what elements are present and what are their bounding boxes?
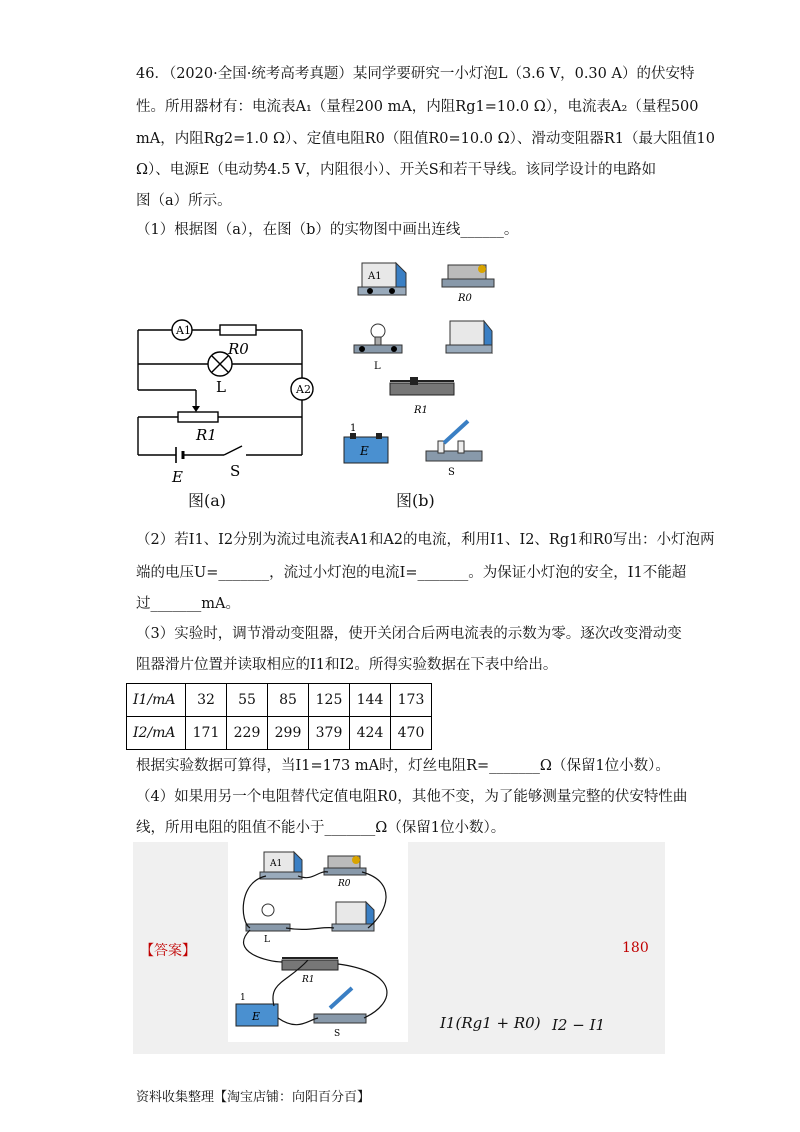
table-row — [127, 684, 432, 717]
ans-label-l: L — [264, 935, 270, 945]
ans-label-r1: R1 — [302, 975, 315, 985]
answer-wiring-figure — [228, 842, 408, 1042]
label-b-s: S — [448, 467, 455, 478]
part-3-line-2: 阻器滑片位置并读取相应的I1和I2。所得实验数据在下表中给出。 — [136, 657, 558, 673]
table-row — [127, 717, 432, 750]
table-cell: 173 — [391, 684, 432, 717]
table-cell: 85 — [268, 684, 309, 717]
ans-label-e: E — [252, 1010, 261, 1023]
part-2-line-2: 端的电压U=_______，流过小灯泡的电流I=_______。为保证小灯泡的安全，I1不能超 — [136, 565, 687, 581]
label-r0: R0 — [228, 340, 249, 358]
part-3-line-1: （3）实验时，调节滑动变阻器，使开关闭合后两电流表的示数为零。逐次改变滑动变 — [136, 626, 682, 642]
question-line-3: mA，内阻Rg2=1.0 Ω）、定值电阻R0（阻值R0=10.0 Ω）、滑动变阻器R1（最大阻值10 — [136, 131, 715, 147]
table-cell: 55 — [227, 684, 268, 717]
ans-label-a1: A1 — [270, 859, 283, 869]
rheostat-device — [390, 377, 454, 395]
label-b-r0: R0 — [458, 293, 472, 304]
label-b-l: L — [374, 361, 381, 372]
answer-ammeter-a2 — [332, 902, 374, 931]
label-r1: R1 — [196, 426, 217, 444]
question-number: 46． — [136, 66, 169, 82]
label-a2: A2 — [296, 383, 311, 396]
label-s: S — [230, 462, 241, 480]
question-source: （2020·全国·统考高考真题） — [168, 66, 353, 82]
label-b-one: 1 — [350, 423, 357, 434]
question-line-2: 性。所用器材有：电流表A₁（量程200 mA，内阻Rg1=10.0 Ω），电流表A₂（量程500 — [136, 99, 699, 115]
question-line-4: Ω）、电源E（电动势4.5 V，内阻很小）、开关S和若干导线。该同学设计的电路如 — [136, 162, 657, 178]
part-4-line-2: 线，所用电阻的阻值不能小于_______Ω（保留1位小数）。 — [136, 820, 506, 836]
data-table — [126, 683, 432, 750]
table-cell: 299 — [268, 717, 309, 750]
label-b-e: E — [360, 444, 369, 458]
table-cell: 379 — [309, 717, 350, 750]
resistor-r0-device — [442, 265, 494, 287]
question-text: 某同学要研究一小灯泡L（3.6 V，0.30 A）的伏安特 — [352, 66, 695, 82]
answer-resistor-r0 — [324, 856, 366, 875]
table-cell: 144 — [350, 684, 391, 717]
answer-label: 【答案】 — [140, 943, 196, 959]
answer-formula-i: I2 − I1 — [552, 1016, 606, 1034]
label-e: E — [172, 468, 183, 486]
switch-device — [426, 421, 482, 461]
table-row-header: I2/mA — [127, 717, 186, 750]
part-3-line-3: 根据实验数据可算得，当I1=173 mA时，灯丝电阻R=_______Ω（保留1位小数）。 — [136, 758, 670, 774]
table-cell: 125 — [309, 684, 350, 717]
ammeter-a1-device — [358, 263, 406, 295]
table-cell: 470 — [391, 717, 432, 750]
label-b-a1: A1 — [368, 271, 382, 282]
part-2-line-3: 过_______mA。 — [136, 596, 240, 612]
label-b-r1: R1 — [414, 405, 428, 416]
table-cell: 229 — [227, 717, 268, 750]
question-line-1 — [136, 64, 694, 84]
answer-formula-u: I1(Rg1 + R0) — [440, 1014, 541, 1032]
table-cell: 424 — [350, 717, 391, 750]
table-cell: 171 — [186, 717, 227, 750]
footer-text: 资料收集整理【淘宝店铺：向阳百分百】 — [136, 1090, 371, 1105]
label-l: L — [216, 378, 226, 396]
part-4-line-1: （4）如果用另一个电阻替代定值电阻R0，其他不变，为了能够测量完整的伏安特性曲 — [136, 789, 688, 805]
answer-value-180: 180 — [622, 940, 649, 956]
lamp-device — [354, 324, 402, 353]
part-2-line-1: （2）若I1、I2分别为流过电流表A1和A2的电流，利用I1、I2、Rg1和R0写出：小灯泡两 — [136, 532, 715, 548]
part-1-text: （1）根据图（a），在图（b）的实物图中画出连线______。 — [136, 222, 519, 238]
question-line-5: 图（a）所示。 — [136, 193, 232, 209]
circuit-diagram-a — [120, 300, 330, 490]
ans-label-one: 1 — [240, 993, 246, 1003]
caption-a: 图(a) — [188, 491, 227, 510]
table-row-header: I1/mA — [127, 684, 186, 717]
ammeter-a2-device — [446, 321, 492, 353]
apparatus-figure-b — [340, 255, 510, 485]
label-a1: A1 — [176, 324, 191, 337]
table-cell: 32 — [186, 684, 227, 717]
caption-b: 图(b) — [396, 491, 435, 510]
answer-rheostat — [282, 958, 338, 970]
ans-label-s: S — [334, 1029, 341, 1039]
ans-label-r0: R0 — [338, 879, 351, 889]
